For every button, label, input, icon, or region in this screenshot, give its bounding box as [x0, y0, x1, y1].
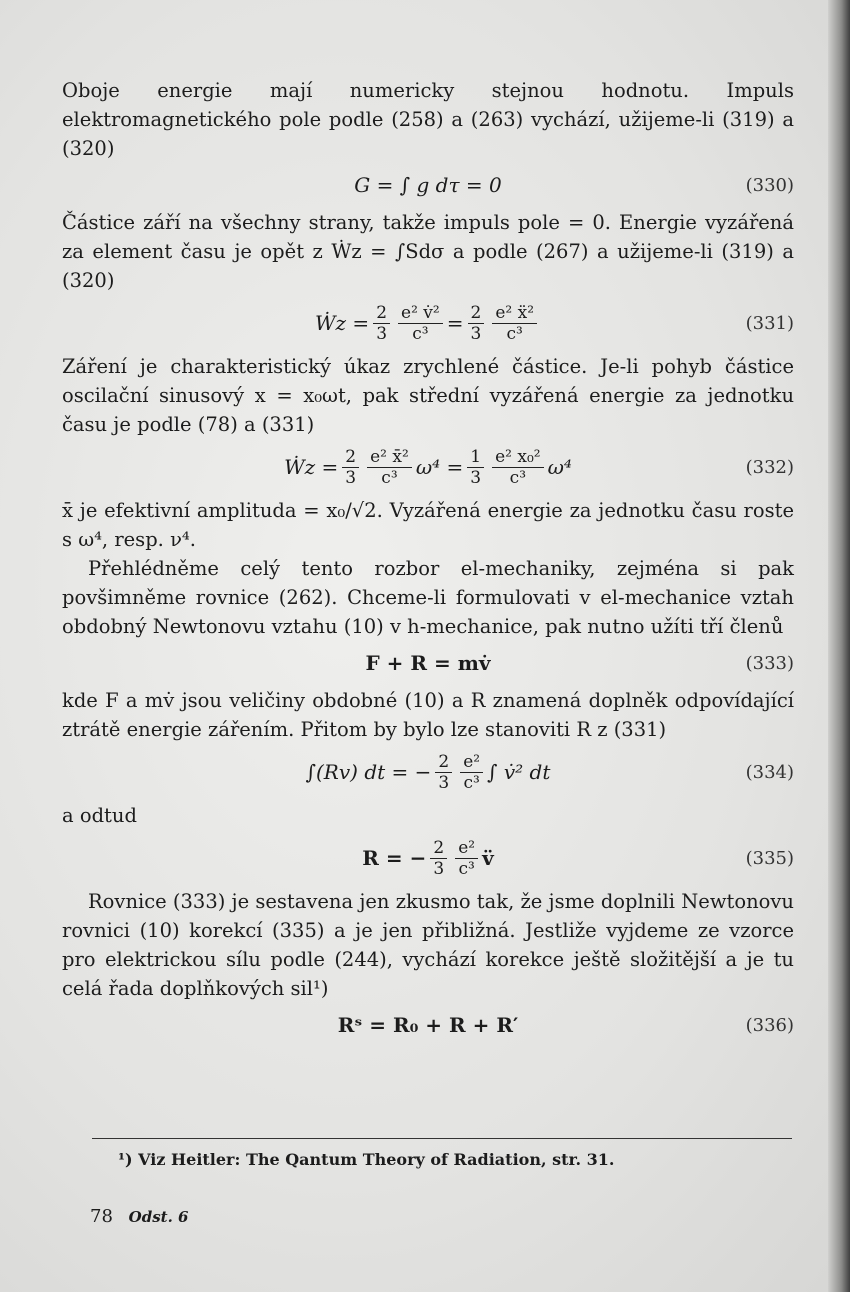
equation-333: F + R = mv̇ (333)	[365, 651, 794, 675]
page-number: 78	[90, 1206, 113, 1227]
page-edge-shadow	[828, 0, 850, 1292]
page-folio	[90, 1206, 188, 1227]
equation-336: Rˢ = R₀ + R + R′ (336)	[337, 1013, 794, 1037]
paragraph: Rovnice (333) je sestavena jen zkusmo tak, že jsme doplnili Newtonovu rovnici (10) korekcí (335) a je jen přibližná. Jestliže vyjdeme ze vzorce pro elektrickou sílu podle (244), vychází korekce ještě složitější a je tu celá řada doplňkových sil¹)	[62, 890, 794, 1000]
paragraph: Přehlédněme celý tento rozbor el-mechaniky, zejména si pak povšimněme rovnice (262). Chceme-li formulovati v el-mechanice vztah obdobný Newtonovu vztahu (10) v h-mechanice, pak nutno užíti tří členů	[62, 557, 794, 638]
paragraph: Částice září na všechny strany, takže impuls pole = 0. Energie vyzářená za element času je opět z Ẇz = ∫Sdσ a podle (267) a užijeme-li (319) a (320)	[62, 211, 794, 292]
page-content	[62, 76, 794, 1048]
paragraph: a odtud	[62, 804, 137, 827]
paragraph: Oboje energie mají numericky stejnou hodnotu. Impuls elektromagnetického pole podle (258) a (263) vychází, užijeme-li (319) a (320)	[62, 79, 794, 160]
paragraph: x̄ je efektivní amplituda = x₀/√2. Vyzářená energie za jednotku času roste s ω⁴, resp. ν⁴.	[62, 499, 794, 551]
paragraph: Záření je charakteristický úkaz zrychlené částice. Je-li pohyb částice oscilační sinusový x = x₀ωt, pak střední vyzářená energie za jednotku času je podle (78) a (331)	[62, 355, 794, 436]
footnote: ¹) Viz Heitler: The Qantum Theory of Radiation, str. 31.	[118, 1150, 615, 1169]
equation-334: ∫(Rv) dt = − $\frac{2}{3}$ $\frac{\text{e²}}{\text{c³}}$ ∫ v̇² dt (334)	[305, 752, 794, 793]
section-label: Odst. 6	[128, 1208, 189, 1226]
equation-335: R = − $\frac{2}{3}$ $\frac{\text{e²}}{\text{c³}}$ v̈ (335)	[362, 838, 794, 879]
footnote-divider	[92, 1138, 792, 1139]
equation-332: Ẇz = $\frac{2}{3}$ $\frac{\text{e² x̄²}}{\text{c³}}$ ω⁴ = $\frac{1}{3}$ $\frac{\text{e² x₀²}}{\text{c³}}$ ω⁴ (332)	[284, 447, 794, 488]
equation-331: Ẇz = $\frac{2}{3}$ $\frac{\text{e² v̇²}}{\text{c³}}$ = $\frac{2}{3}$ $\frac{\text{e² ẍ²}}{\text{c³}}$ (331)	[314, 303, 794, 344]
paragraph: kde F a mv̇ jsou veličiny obdobné (10) a R znamená doplněk odpovídající ztrátě energie zářením. Přitom by bylo lze stanoviti R z (331)	[62, 689, 794, 741]
equation-330: G = ∫ g dτ = 0 (330)	[354, 173, 794, 197]
